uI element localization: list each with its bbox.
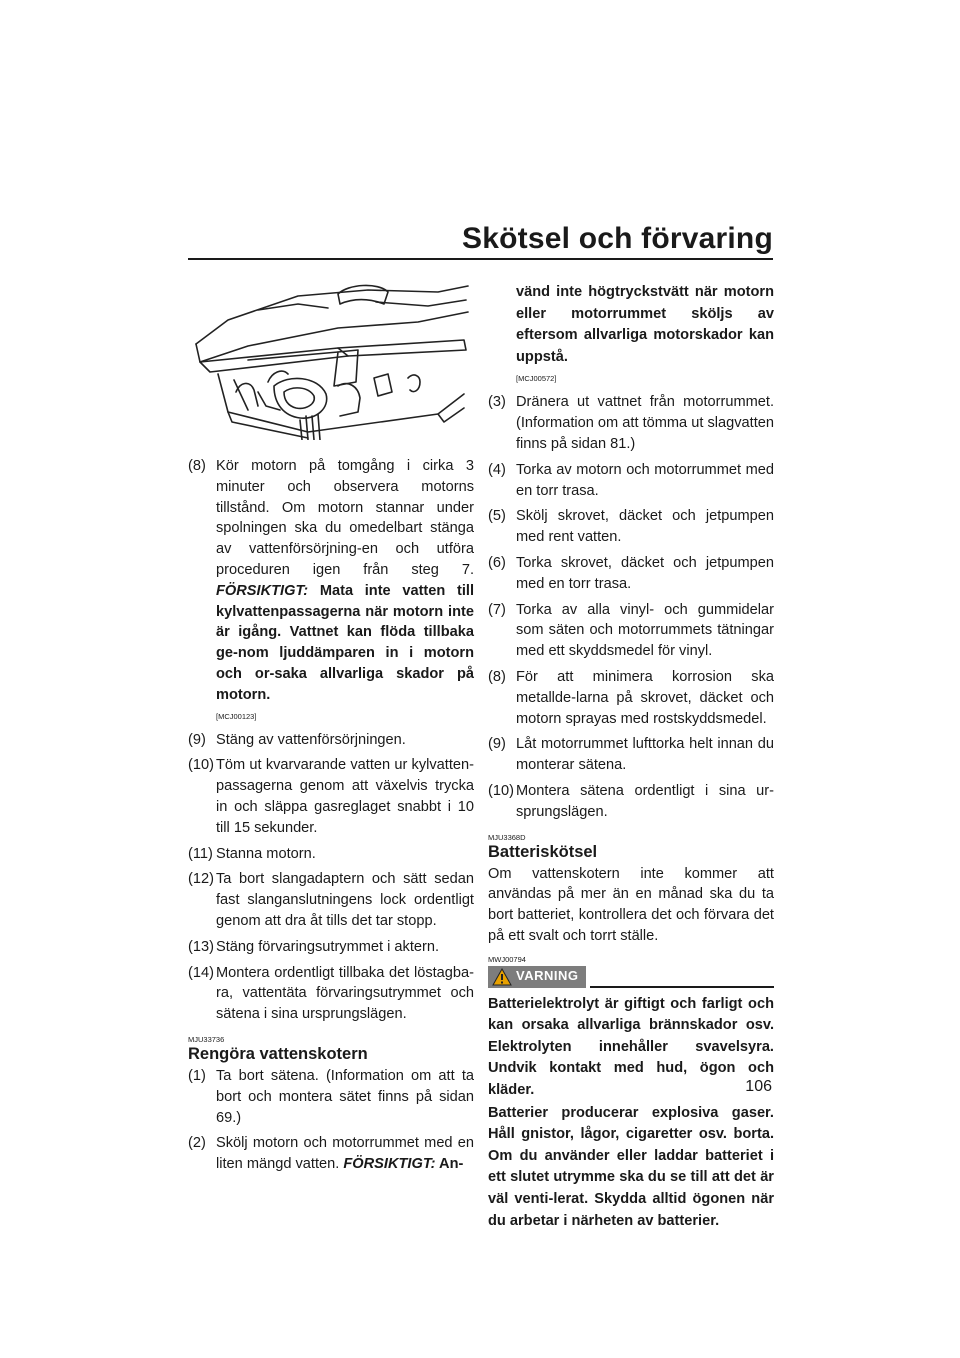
- page-number: 106: [745, 1078, 772, 1095]
- section-code: MJU33736: [188, 1034, 225, 1044]
- warning-code: MWJ00794: [488, 954, 526, 964]
- step-text: Torka av alla vinyl- och gummidelar som säten och motorrummets tätningar med ett skyddsmedel för vinyl.: [516, 601, 774, 660]
- step-text: Stäng förvaringsutrymmet i aktern.: [216, 938, 440, 955]
- engine-illustration: [188, 282, 470, 440]
- warning-badge: [488, 966, 586, 988]
- step-number: (13): [188, 938, 214, 955]
- step-14: [188, 963, 474, 1025]
- step-11: [188, 844, 474, 865]
- section-title-cleaning: Rengöra vattenskotern: [188, 1044, 368, 1063]
- step-10: [188, 755, 474, 838]
- step-number: (11): [188, 845, 213, 862]
- step-text: Montera sätena ordentligt i sina ur-sprungslägen.: [516, 782, 774, 820]
- step-number: (4): [488, 461, 506, 478]
- cleaning-step-7: [488, 600, 774, 662]
- battery-intro-text: Om vattenskotern inte kommer att användas på mer än en månad ska du ta bort batteriet, kontrollera det och förvara det på ett svalt och torrt ställe.: [488, 865, 774, 944]
- step-number: (6): [488, 554, 506, 571]
- cleaning-step-9: [488, 734, 774, 776]
- step-9: [188, 730, 474, 751]
- step-text: Stäng av vattenförsörjningen.: [216, 731, 406, 748]
- step-text: Stanna motorn.: [216, 845, 316, 862]
- step-number: (5): [488, 508, 506, 525]
- step-number: (14): [188, 964, 214, 981]
- step-number: (1): [188, 1067, 206, 1084]
- step-number: (12): [188, 871, 214, 888]
- cleaning-step-2: [188, 1133, 474, 1175]
- step-text: [216, 456, 474, 706]
- warning-paragraph-2: Batterier producerar explosiva gaser. Håll gnistor, lågor, cigaretter osv. borta. Om du använder eller laddar batteriet i ett slutet utrymme ska du se till att det är väl venti-lerat. Skydda alltid ögonen när du arbetar i närheten av batterier.: [488, 1104, 774, 1229]
- step-8-text: Kör motorn på tomgång i cirka 3 minuter och observera motorns tillstånd. Om motorn stannar under spolningen ska du omedelbart stänga av vattenförsörjning-en och utföra proceduren igen från steg 7.: [216, 458, 474, 578]
- warning-header: [488, 966, 774, 988]
- watercraft-stern-drawing: [188, 282, 470, 440]
- step-number: (9): [188, 731, 206, 748]
- step-number: (8): [488, 668, 506, 685]
- step-13: [188, 937, 474, 958]
- step-12: [188, 869, 474, 931]
- cleaning-step-4: [488, 460, 774, 502]
- section-code: MJU3368D: [488, 832, 526, 842]
- caution-label: FÖRSIKTIGT:: [216, 582, 309, 599]
- page-header-title: Skötsel och förvaring: [462, 222, 773, 255]
- step-text: Torka skrovet, däcket och jetpumpen med en torr trasa.: [516, 554, 774, 592]
- warning-triangle-icon: [492, 968, 512, 986]
- reference-code: [MCJ00123]: [216, 711, 257, 721]
- step-number: (3): [488, 394, 506, 411]
- reference-code: [MCJ00572]: [516, 374, 557, 384]
- cleaning-step-10: [488, 781, 774, 823]
- caution-text: An-: [435, 1156, 464, 1173]
- warning-text: [488, 994, 774, 1233]
- caution-text: Mata inte vatten till kylvattenpassagerna när motorn inte är igång. Vattnet kan flöda tillbaka ge-nom ljuddämparen in i motorn och or-saka allvarliga skador på motorn.: [216, 582, 474, 703]
- cleaning-step-3: [488, 392, 774, 454]
- step-2-text: Skölj motorn och motorrummet med en liten mängd vatten.: [216, 1135, 474, 1173]
- step-text: För att minimera korrosion ska metallde-larna på skrovet, däcket och motorn sprayas med rostskyddsmedel.: [516, 668, 774, 727]
- step-number: (10): [488, 782, 514, 799]
- step-8: [188, 456, 474, 706]
- cleaning-step-8: [488, 667, 774, 729]
- step-number: (8): [188, 458, 206, 474]
- caution-continuation: vänd inte högtryckstvätt när motorn eller motorrummet sköljs av eftersom allvarliga motorskador kan uppstå.: [516, 284, 774, 365]
- left-column: [188, 282, 474, 1175]
- step-text: Ta bort slangadaptern och sätt sedan fast slanganslutningens lock ordentligt genom att dra åt tills det tar stopp.: [216, 871, 474, 929]
- warning-paragraph-1: Batterielektrolyt är giftigt och farligt och kan orsaka allvarliga brännskador osv. Elektrolyten innehåller svavelsyra. Undvik kontakt med hud, ögon och kläder.: [488, 995, 774, 1099]
- step-text: Dränera ut vattnet från motorrummet. (Information om att tömma ut slagvatten finns på sidan 81.): [516, 394, 774, 452]
- step-text: Montera ordentligt tillbaka det löstagba-ra, vattentäta förvaringsutrymmet och sätena i sina ursprungslägen.: [216, 964, 474, 1023]
- cleaning-step-6: [488, 553, 774, 595]
- step-text: Låt motorrummet lufttorka helt innan du monterar sätena.: [516, 736, 774, 774]
- header-divider: [188, 258, 773, 260]
- step-text: Töm ut kvarvarande vatten ur kylvatten-passagerna genom att växelvis trycka in och släppa gasreglaget snabbt i 10 till 15 sekunder.: [216, 757, 474, 836]
- step-text: [216, 1133, 474, 1175]
- step-text: Skölj skrovet, däcket och jetpumpen med rent vatten.: [516, 508, 774, 546]
- step-text: Torka av motorn och motorrummet med en torr trasa.: [516, 461, 774, 499]
- step-text: Ta bort sätena. (Information om att ta bort och montera sätet finns på sidan 69.): [216, 1067, 474, 1126]
- warning-rule: [590, 986, 774, 988]
- warning-label: VARNING: [516, 968, 579, 984]
- cleaning-step-1: [188, 1066, 474, 1128]
- step-number: (9): [488, 736, 506, 753]
- caution-label: FÖRSIKTIGT:: [343, 1156, 436, 1173]
- section-title-battery: Batteriskötsel: [488, 842, 598, 861]
- right-column: [488, 282, 774, 1232]
- step-number: (2): [188, 1135, 206, 1152]
- step-number: (7): [488, 601, 506, 618]
- step-number: (10): [188, 757, 214, 774]
- cleaning-step-5: [488, 506, 774, 548]
